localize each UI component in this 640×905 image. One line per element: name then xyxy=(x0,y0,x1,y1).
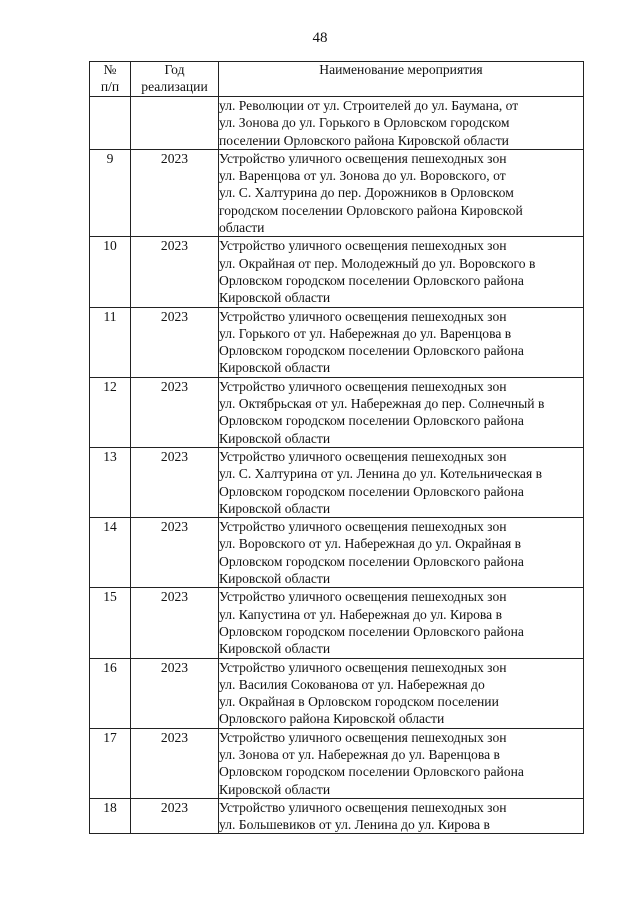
row-event-name xyxy=(219,149,584,236)
row-year: 2023 xyxy=(131,307,219,377)
event-name-line: Орловском городском поселении Орловского района xyxy=(219,623,524,639)
table-row xyxy=(90,447,584,517)
header-year-line1: Год xyxy=(164,62,185,77)
event-name-line: ул. С. Халтурина от ул. Ленина до ул. Котельническая в xyxy=(219,466,543,482)
row-event-name xyxy=(219,97,584,150)
event-name-line: городском поселении Орловского района Кировской xyxy=(219,202,523,218)
event-name-line: Кировской области xyxy=(219,430,331,446)
table-header-row xyxy=(90,62,584,97)
event-name-line: ул. Окрайная в Орловском городском поселении xyxy=(219,694,499,710)
row-number: 17 xyxy=(90,728,131,798)
event-name-line: Кировской области xyxy=(219,290,331,306)
table-row xyxy=(90,307,584,377)
table-row xyxy=(90,237,584,307)
table-row xyxy=(90,798,584,834)
row-event-name xyxy=(219,518,584,588)
row-year: 2023 xyxy=(131,588,219,658)
table-row xyxy=(90,658,584,728)
event-name-line: Орловского района Кировской области xyxy=(219,711,445,727)
header-year xyxy=(131,62,219,97)
events-table xyxy=(89,61,584,834)
event-name-line: ул. Окрайная от пер. Молодежный до ул. Воровского в xyxy=(219,255,536,271)
event-name-line: Устройство уличного освещения пешеходных зон xyxy=(219,729,507,745)
event-name-line: Устройство уличного освещения пешеходных зон xyxy=(219,799,507,815)
event-name-line: ул. Большевиков от ул. Ленина до ул. Кирова в xyxy=(219,817,490,833)
header-name: Наименование мероприятия xyxy=(219,62,584,97)
row-event-name xyxy=(219,447,584,517)
event-name-line: ул. Зонова до ул. Горького в Орловском городском xyxy=(219,115,510,131)
event-name-line: Устройство уличного освещения пешеходных зон xyxy=(219,308,507,324)
header-year-line2: реализации xyxy=(141,78,208,94)
event-name-line: Кировской области xyxy=(219,500,331,516)
row-event-name xyxy=(219,658,584,728)
event-name-line: ул. Воровского от ул. Набережная до ул. Окрайная в xyxy=(219,536,522,552)
event-name-line: ул. Василия Сокованова от ул. Набережная до xyxy=(219,676,485,692)
row-event-name xyxy=(219,237,584,307)
event-name-line: ул. Варенцова от ул. Зонова до ул. Воровского, от xyxy=(219,168,506,184)
header-number-line2: п/п xyxy=(100,78,120,94)
event-name-line: Кировской области xyxy=(219,641,331,657)
row-event-name xyxy=(219,728,584,798)
table-row xyxy=(90,97,584,150)
event-name-line: Орловском городском поселении Орловского района xyxy=(219,764,524,780)
row-year: 2023 xyxy=(131,447,219,517)
event-name-line: Устройство уличного освещения пешеходных зон xyxy=(219,238,507,254)
event-name-line: Устройство уличного освещения пешеходных зон xyxy=(219,150,507,166)
row-number: 18 xyxy=(90,798,131,834)
table-row xyxy=(90,588,584,658)
row-number: 16 xyxy=(90,658,131,728)
row-number: 12 xyxy=(90,377,131,447)
row-year: 2023 xyxy=(131,518,219,588)
row-year: 2023 xyxy=(131,658,219,728)
row-number: 15 xyxy=(90,588,131,658)
event-name-line: Кировской области xyxy=(219,360,331,376)
page-number: 48 xyxy=(312,30,328,46)
row-event-name xyxy=(219,798,584,834)
row-year xyxy=(131,97,219,150)
event-name-line: Орловском городском поселении Орловского района xyxy=(219,413,524,429)
row-year: 2023 xyxy=(131,377,219,447)
event-name-line: ул. Капустина от ул. Набережная до ул. Кирова в xyxy=(219,606,503,622)
row-number: 14 xyxy=(90,518,131,588)
event-name-line: Орловском городском поселении Орловского района xyxy=(219,553,524,569)
row-year: 2023 xyxy=(131,149,219,236)
row-number: 13 xyxy=(90,447,131,517)
event-name-line: Устройство уличного освещения пешеходных зон xyxy=(219,659,507,675)
event-name-line: ул. Горького от ул. Набережная до ул. Варенцова в xyxy=(219,325,512,341)
table-row xyxy=(90,518,584,588)
event-name-line: Устройство уличного освещения пешеходных зон xyxy=(219,589,507,605)
event-name-line: Устройство уличного освещения пешеходных зон xyxy=(219,519,507,535)
table-body xyxy=(90,97,584,834)
row-year: 2023 xyxy=(131,728,219,798)
row-event-name xyxy=(219,377,584,447)
header-number xyxy=(90,62,131,97)
event-name-line: Орловском городском поселении Орловского района xyxy=(219,343,524,359)
event-name-line: области xyxy=(219,220,265,236)
event-name-line: Устройство уличного освещения пешеходных зон xyxy=(219,378,507,394)
row-event-name xyxy=(219,588,584,658)
row-year: 2023 xyxy=(131,798,219,834)
event-name-line: Устройство уличного освещения пешеходных зон xyxy=(219,448,507,464)
event-name-line: ул. Октябрьская от ул. Набережная до пер. Солнечный в xyxy=(219,396,545,412)
event-name-line: поселении Орловского района Кировской области xyxy=(219,132,509,148)
event-name-line: ул. Зонова от ул. Набережная до ул. Варенцова в xyxy=(219,746,500,762)
event-name-line: Кировской области xyxy=(219,571,331,587)
event-name-line: Орловском городском поселении Орловского района xyxy=(219,483,524,499)
event-name-line: Кировской области xyxy=(219,781,331,797)
row-number: 9 xyxy=(90,149,131,236)
header-number-line1: № xyxy=(103,62,117,77)
table-row xyxy=(90,149,584,236)
row-number: 10 xyxy=(90,237,131,307)
event-name-line: ул. С. Халтурина до пер. Дорожников в Орловском xyxy=(219,185,514,201)
row-number: 11 xyxy=(90,307,131,377)
table-row xyxy=(90,377,584,447)
event-name-line: ул. Революции от ул. Строителей до ул. Баумана, от xyxy=(219,98,519,113)
table-row xyxy=(90,728,584,798)
row-number xyxy=(90,97,131,150)
event-name-line: Орловском городском поселении Орловского района xyxy=(219,272,524,288)
row-year: 2023 xyxy=(131,237,219,307)
row-event-name xyxy=(219,307,584,377)
